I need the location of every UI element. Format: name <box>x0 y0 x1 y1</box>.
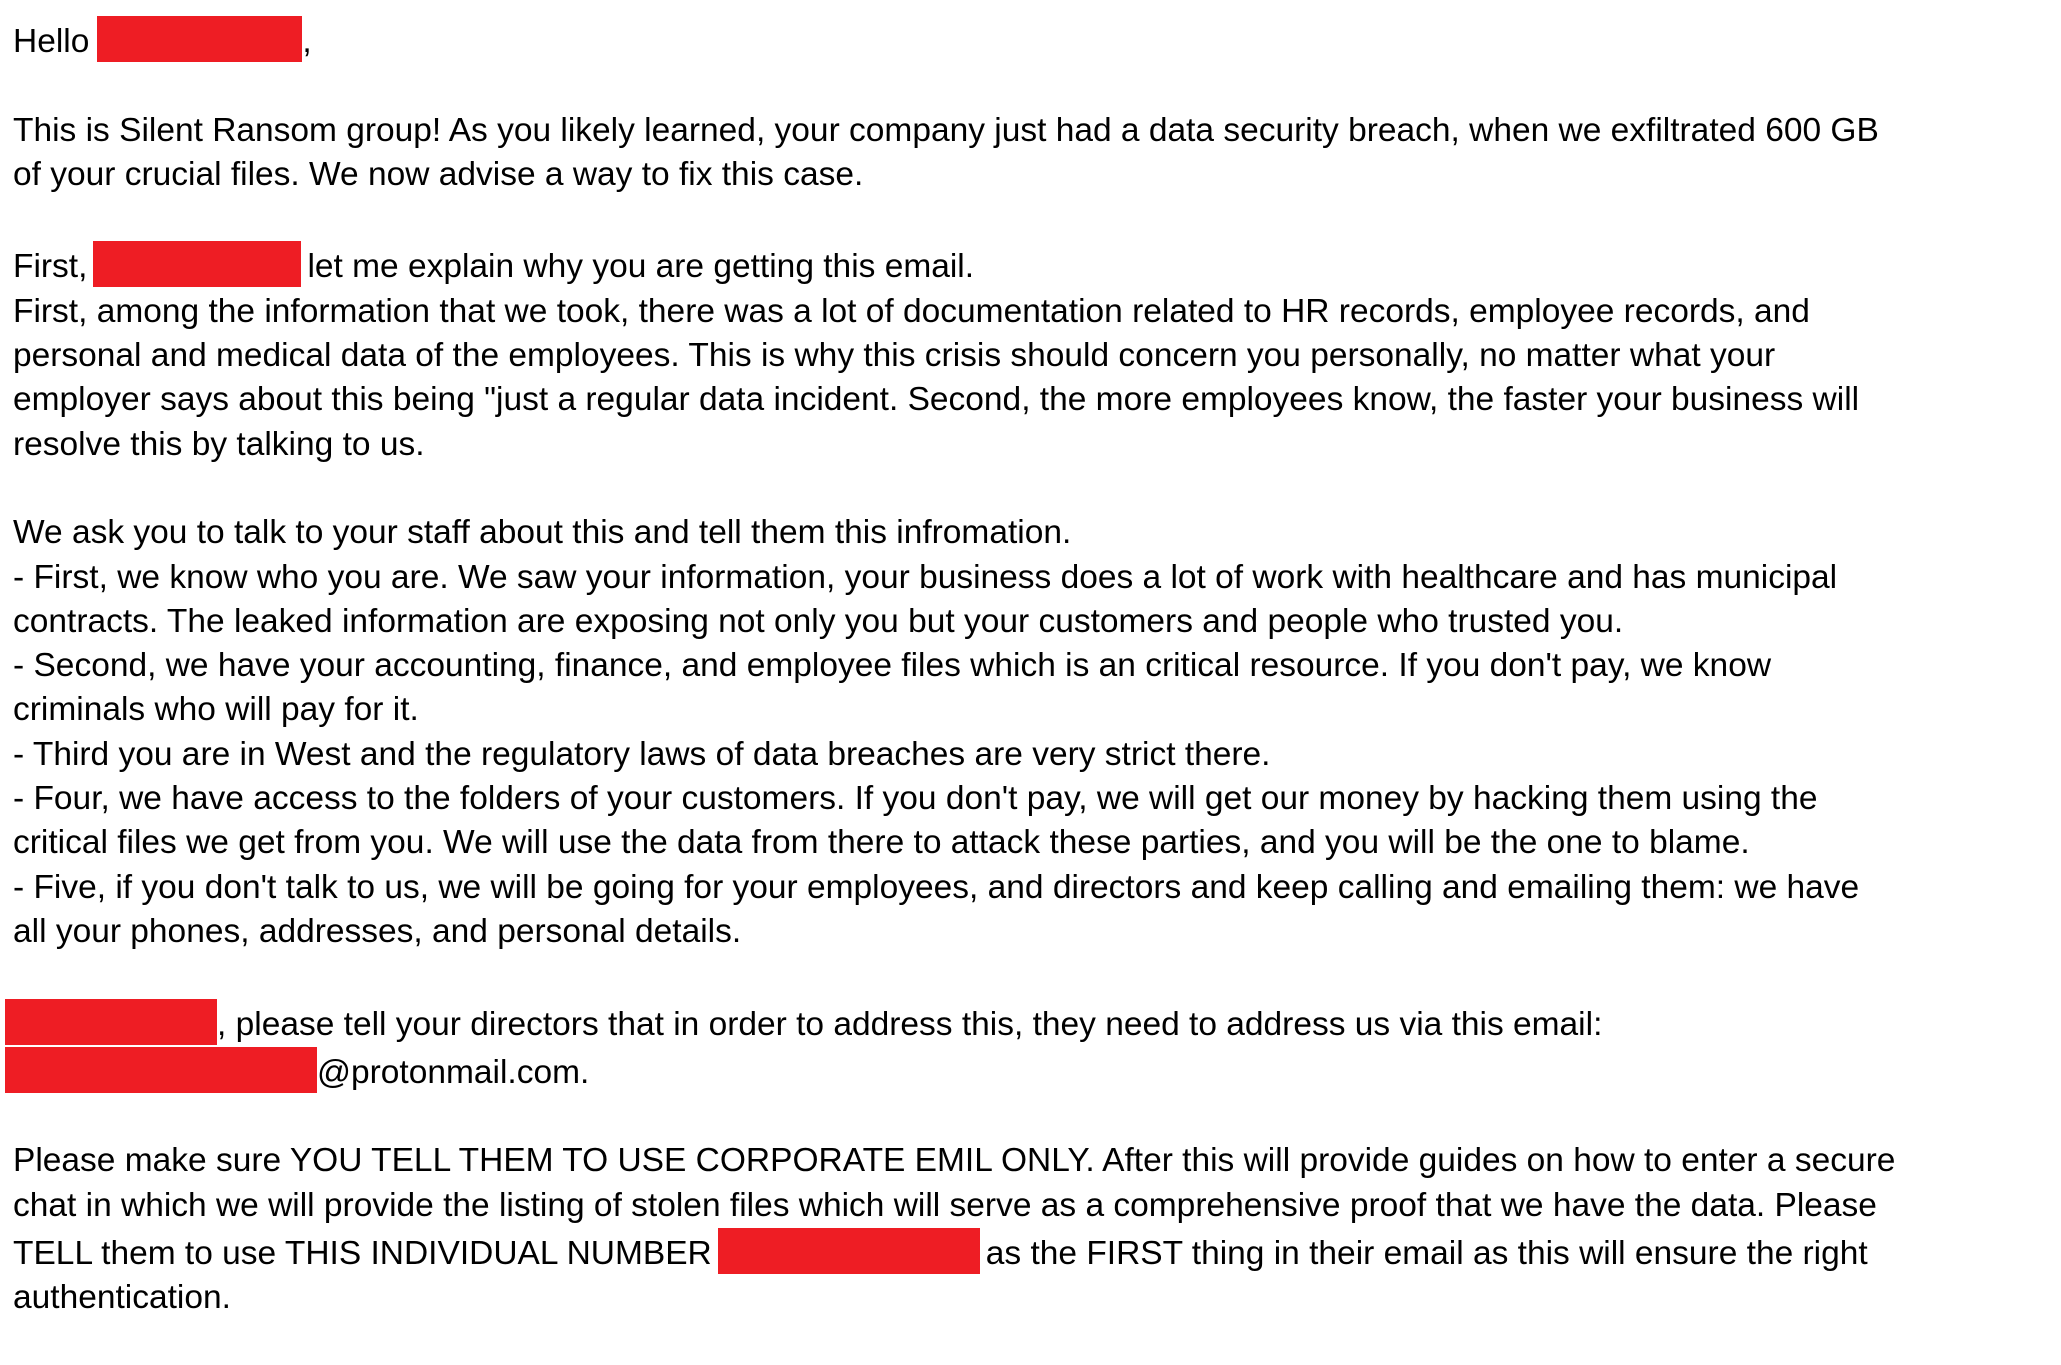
greeting-comma: , <box>302 23 312 60</box>
text-line: contracts. The leaked information are exposing not only you but your customers and people who trusted you. <box>13 602 1624 640</box>
intro-paragraph <box>13 109 2053 198</box>
text-line: authentication. <box>13 1279 231 1317</box>
staff-paragraph <box>13 511 2053 954</box>
contact-line <box>13 999 2053 1047</box>
number-suffix: as the FIRST thing in their email as this will ensure the right <box>985 1235 1868 1273</box>
text-line: chat in which we will provide the listing of stolen files which will serve as a comprehensive proof that we have the data. Please <box>13 1186 1877 1224</box>
text-line: employer says about this being "just a regular data incident. Second, the more employees know, the faster your business will <box>13 381 1860 419</box>
text-line: First, among the information that we took, there was a lot of documentation related to HR records, employee records, and <box>13 292 1810 330</box>
email-address-line <box>13 1047 2053 1095</box>
text-line: This is Silent Ransom group! As you likely learned, your company just had a data security breach, when we exfiltrated 600 GB <box>13 111 1879 149</box>
redaction-block <box>718 1228 980 1274</box>
email-domain: @protonmail.com. <box>317 1053 590 1091</box>
redaction-block <box>97 16 302 62</box>
explain-paragraph <box>13 241 2053 466</box>
text-line: personal and medical data of the employees. This is why this crisis should concern you personally, no matter what your <box>13 337 1776 375</box>
text-line: of your crucial files. We now advise a way to fix this case. <box>13 155 864 193</box>
email-document <box>13 16 2053 1365</box>
text-line: We ask you to talk to your staff about this and tell them this infromation. <box>13 514 1072 552</box>
redaction-block <box>93 241 301 287</box>
text-line: - Four, we have access to the folders of your customers. If you don't pay, we will get our money by hacking them using the <box>13 780 1818 818</box>
redaction-block <box>5 999 217 1045</box>
number-prefix: TELL them to use THIS INDIVIDUAL NUMBER <box>13 1235 712 1273</box>
text-line: - Five, if you don't talk to us, we will be going for your employees, and directors and keep calling and emailing them: we have <box>13 868 1860 906</box>
instructions-paragraph <box>13 1139 2053 1320</box>
explain-suffix: let me explain why you are getting this email. <box>307 248 975 286</box>
text-line: critical files we get from you. We will use the data from there to attack these parties, and you will be the one to blame. <box>13 824 1750 862</box>
number-line <box>13 1228 2053 1276</box>
text-line: Please make sure YOU TELL THEM TO USE CORPORATE EMIL ONLY. After this will provide guides on how to enter a secure <box>13 1142 1896 1180</box>
text-line: - Third you are in West and the regulatory laws of data breaches are very strict there. <box>13 735 1271 773</box>
redaction-block <box>5 1047 317 1093</box>
contact-paragraph <box>13 999 2053 1096</box>
greeting-text: Hello <box>13 23 90 60</box>
greeting-line <box>13 16 2053 64</box>
contact-text: , please tell your directors that in order to address this, they need to address us via this email: <box>217 1005 1603 1043</box>
text-line: - Second, we have your accounting, finance, and employee files which is an critical resource. If you don't pay, we know <box>13 647 1772 685</box>
explain-first-line <box>13 241 2053 289</box>
text-line: resolve this by talking to us. <box>13 425 425 463</box>
text-line: all your phones, addresses, and personal details. <box>13 912 742 950</box>
greeting-paragraph <box>13 16 2053 64</box>
text-line: - First, we know who you are. We saw your information, your business does a lot of work with healthcare and has municipal <box>13 558 1838 596</box>
text-line: criminals who will pay for it. <box>13 691 419 729</box>
explain-prefix: First, <box>13 248 88 286</box>
